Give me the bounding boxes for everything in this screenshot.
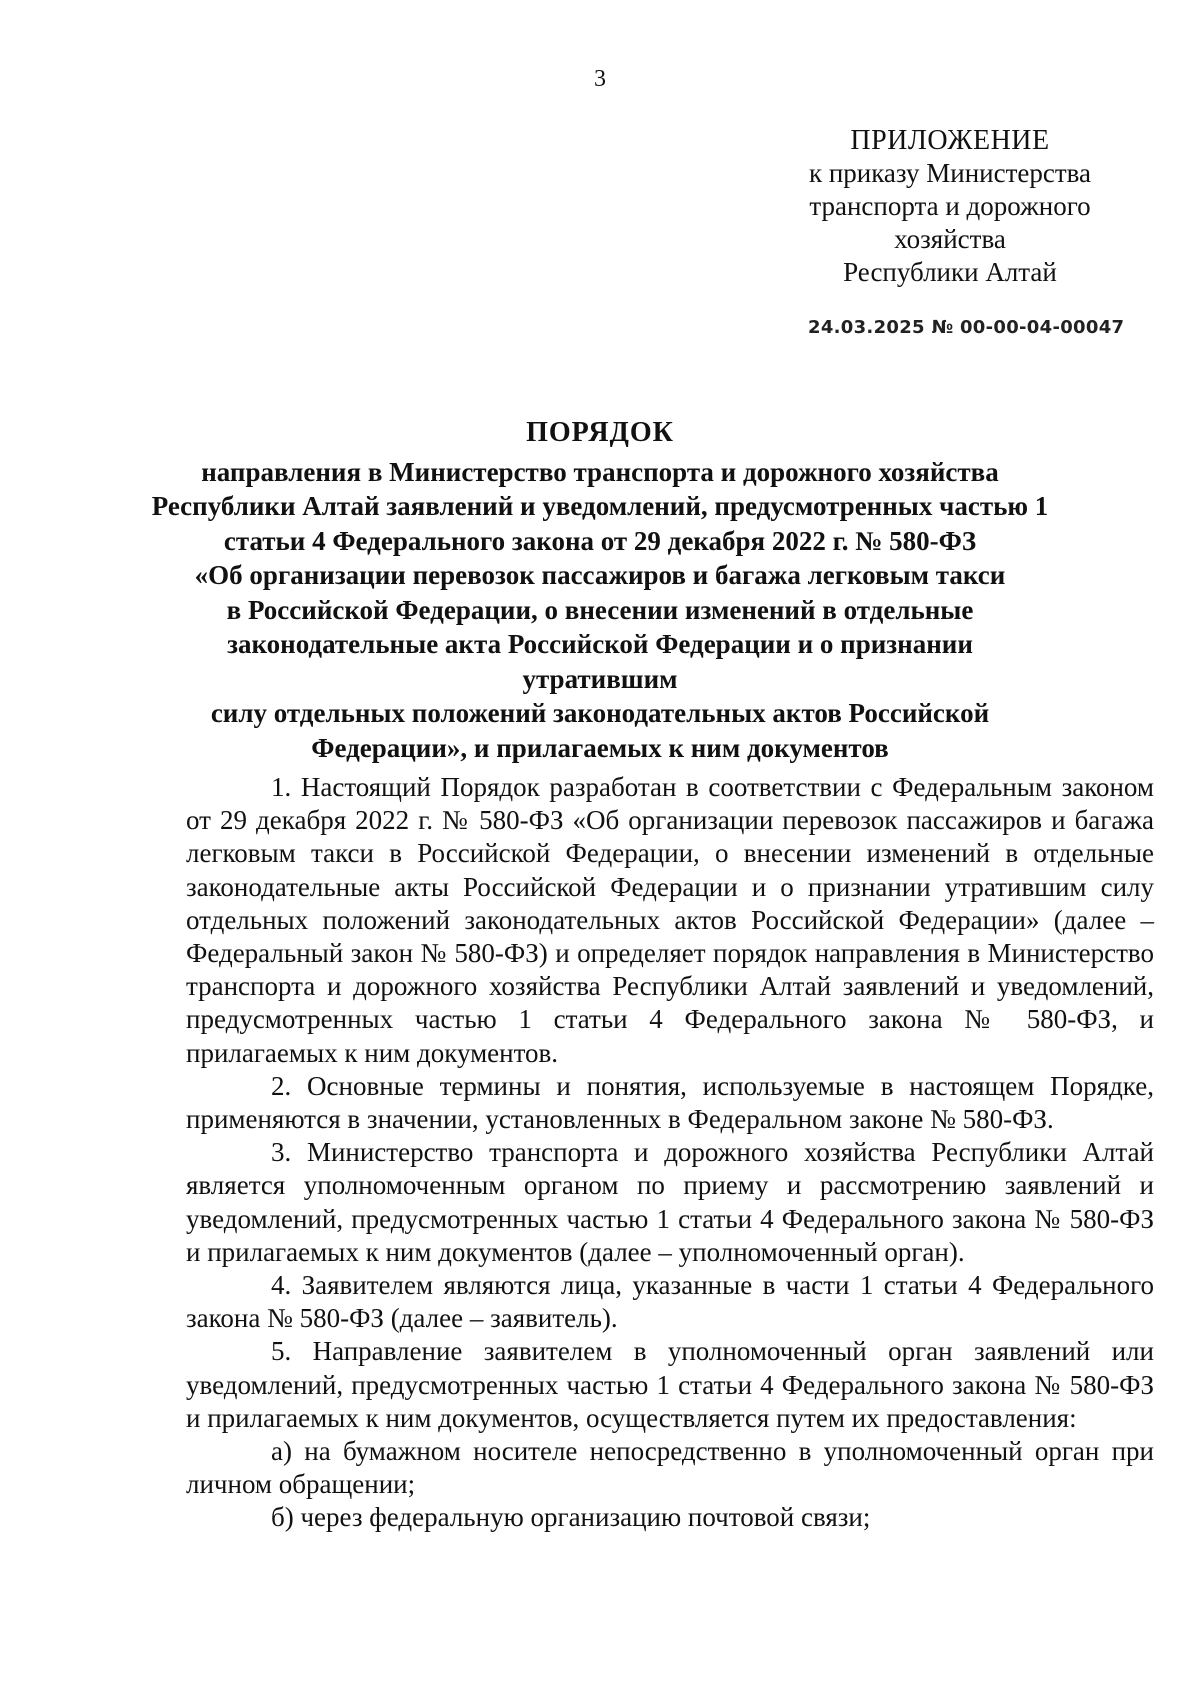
- document-title-line: «Об организации перевозок пассажиров и багажа легковым такси: [194, 560, 1006, 590]
- document-title: [150, 416, 1050, 765]
- paragraph: б) через федеральную организацию почтовой связи;: [271, 1502, 871, 1533]
- appendix-line: хозяйства: [894, 224, 1006, 254]
- page-number: 3: [594, 66, 606, 92]
- paragraph: 2. Основные термины и понятия, используемые в настоящем Порядке, применяются в значении, установленных в Федеральном законе № 580-ФЗ.: [186, 1070, 1154, 1135]
- appendix-line: Республики Алтай: [843, 257, 1057, 287]
- document-body: [186, 771, 1154, 1535]
- document-title-line: направления в Министерство транспорта и дорожного хозяйства: [201, 456, 999, 487]
- registration-stamp: 24.03.2025 № 00-00-04-00047: [808, 317, 1125, 338]
- paragraph: 1. Настоящий Порядок разработан в соответствии с Федеральным законом от 29 декабря 2022 г. № 580-ФЗ «Об организации перевозок пассажиров и багажа легковым такси в Российской Федерации, о внесении изменений в отдельные законодательные акты Российской Федерации и о признании утратившим силу отдельных положений законодательных актов Российской Федерации» (далее – Федеральный закон № 580-ФЗ) и определяет порядок направления в Министерство транспорта и дорожного хозяйства Республики Алтай заявлений и уведомлений, предусмотренных частью 1 статьи 4 Федерального закона № 580-ФЗ, и прилагаемых к ним документов.: [186, 772, 1154, 1068]
- appendix-title: ПРИЛОЖЕНИЕ: [850, 125, 1050, 156]
- document-title-main: ПОРЯДОК: [526, 417, 674, 448]
- document-title-line: в Российской Федерации, о внесении изменений в отдельные: [226, 594, 974, 625]
- paragraph: а) на бумажном носителе непосредственно в уполномоченный орган при личном обращении;: [186, 1436, 1154, 1500]
- paragraph: 3. Министерство транспорта и дорожного хозяйства Республики Алтай является уполномоченным органом по приему и рассмотрению заявлений и уведомлений, предусмотренных частью 1 статьи 4 Федерального закона № 580-ФЗ и прилагаемых к ним документов (далее – уполномоченный орган).: [186, 1137, 1154, 1267]
- document-title-line: Федерации», и прилагаемых к ним документов: [311, 732, 889, 763]
- appendix-block: [790, 124, 1110, 289]
- document-title-line: силу отдельных положений законодательных актов Российской: [210, 698, 990, 728]
- appendix-line: транспорта и дорожного: [809, 191, 1091, 221]
- document-title-line: Республики Алтай заявлений и уведомлений, предусмотренных частью 1: [151, 491, 1049, 521]
- document-title-line: законодательные акта Российской Федерации и о признании утратившим: [227, 629, 973, 694]
- appendix-line: к приказу Министерства: [808, 158, 1092, 188]
- document-title-line: статьи 4 Федерального закона от 29 декабря 2022 г. № 580-ФЗ: [223, 525, 977, 556]
- paragraph: 4. Заявителем являются лица, указанные в части 1 статьи 4 Федерального закона № 580-ФЗ (далее – заявитель).: [186, 1270, 1154, 1334]
- paragraph: 5. Направление заявителем в уполномоченный орган заявлений или уведомлений, предусмотренных частью 1 статьи 4 Федерального закона № 580-ФЗ и прилагаемых к ним документов, осуществляется путем их предоставления:: [186, 1336, 1154, 1433]
